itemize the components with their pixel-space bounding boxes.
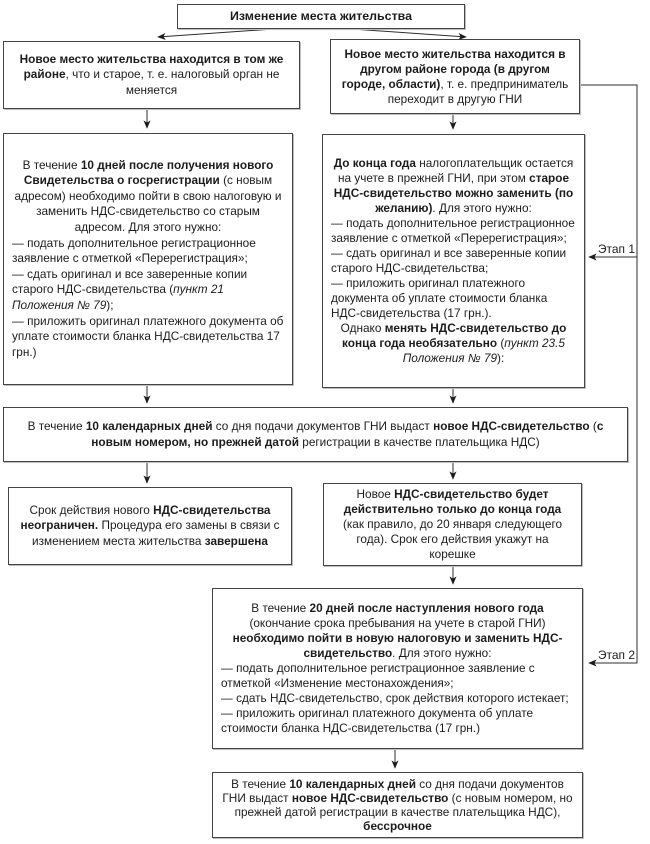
text-block: — сдать оригинал и все заверенные копии старого НДС-свидетельства (пункт 21 Положения № 79); xyxy=(12,266,248,312)
text-block: Срок действия нового НДС-свидетельства неограничен. Процедура его замены в связи с изменением места жительства завершена xyxy=(20,502,280,548)
stage-rail xyxy=(580,85,637,663)
text-block: В течение 10 календарных дней со дня подачи документов ГНИ выдаст новое НДС-свидетельство (с новым номером, но прежней датой регистрации в качестве плательщика НДС), бессрочное xyxy=(222,776,573,834)
text-block: — приложить оригинал платежного документа об уплате стоимости бланка НДС-свидетельства (17 грн.). xyxy=(331,276,548,320)
procedure-new-year-box xyxy=(212,588,583,749)
text-block: — приложить оригинал платежного документа об уплате стоимости бланка НДС-свидетельства 17 грн.) xyxy=(12,313,284,359)
text-block: — подать дополнительное регистрационное заявление с отметкой «Изменение местонахождения»; xyxy=(221,660,535,691)
text-block: — сдать оригинал и все заверенные копии старого НДС-свидетельства; xyxy=(331,246,567,275)
text-block: В течение 10 дней после получения нового Свидетельства о госрегистрации (с новым адресом) необходимо пойти в свою налоговую и заменить НДС-свидетельство со старым адресом. Для этого нужно: xyxy=(14,157,282,235)
certificate-issue-box xyxy=(3,407,628,462)
text-block: Однако менять НДС-свидетельство до конца года необязательно (пункт 23.5 Положения № 79): xyxy=(340,321,567,365)
condition-same-district-box xyxy=(3,41,300,109)
title-box: Изменение места жительства xyxy=(177,4,465,29)
result-until-yearend-box xyxy=(323,483,582,566)
condition-other-district-box xyxy=(330,39,580,114)
procedure-other-district-box xyxy=(322,134,585,388)
certificate-final-issue-box xyxy=(212,772,583,838)
stage1-label: Этап 1 xyxy=(597,242,635,256)
procedure-same-district-box xyxy=(3,133,293,385)
text-block: Новое НДС-свидетельство будет действительно только до конца года (как правило, до 20 января следующего года). Срок его действия укажут на корешке xyxy=(342,487,563,561)
text-block: — подать дополнительное регистрационное заявление с отметкой «Перерегистрация»; xyxy=(12,235,256,266)
text-block: В течение 10 календарных дней со дня подачи документов ГНИ выдаст новое НДС-свидетельство (с новым номером, но прежней датой регистрации в качестве плательщика НДС) xyxy=(27,419,604,449)
text-block: До конца года налогоплательщик остается на учете в прежней ГНИ, при этом старое НДС-свидетельство можно заменить (по желанию). Для этого нужно: xyxy=(333,156,574,215)
text-block: — сдать НДС-свидетельство, срок действия которого истекает; xyxy=(221,691,569,706)
arrow-title-to-right xyxy=(352,29,466,37)
text-block: — подать дополнительное регистрационное заявление с отметкой «Перерегистрация»; xyxy=(331,216,575,245)
text-block: Новое место жительства находится в том же районе, что и старое, т. е. налоговый орган не меняется xyxy=(19,51,284,97)
arrow-title-to-left xyxy=(158,29,274,37)
stage2-label: Этап 2 xyxy=(597,648,635,662)
text-block: Новое место жительства находится в другом районе города (в другом городе, области), т. е. предприниматель переходит в другую ГНИ xyxy=(341,46,569,106)
result-unlimited-box xyxy=(8,487,292,565)
text-block: — приложить оригинал платежного документа об уплате стоимости бланка НДС-свидетельства (17 грн.) xyxy=(221,706,534,736)
text-block: В течение 20 дней после наступления нового года (окончание срока пребывания на учете в старой ГНИ) необходимо пойти в новую налоговую и заменить НДС-свидетельство. Для этого нужно: xyxy=(232,600,563,660)
